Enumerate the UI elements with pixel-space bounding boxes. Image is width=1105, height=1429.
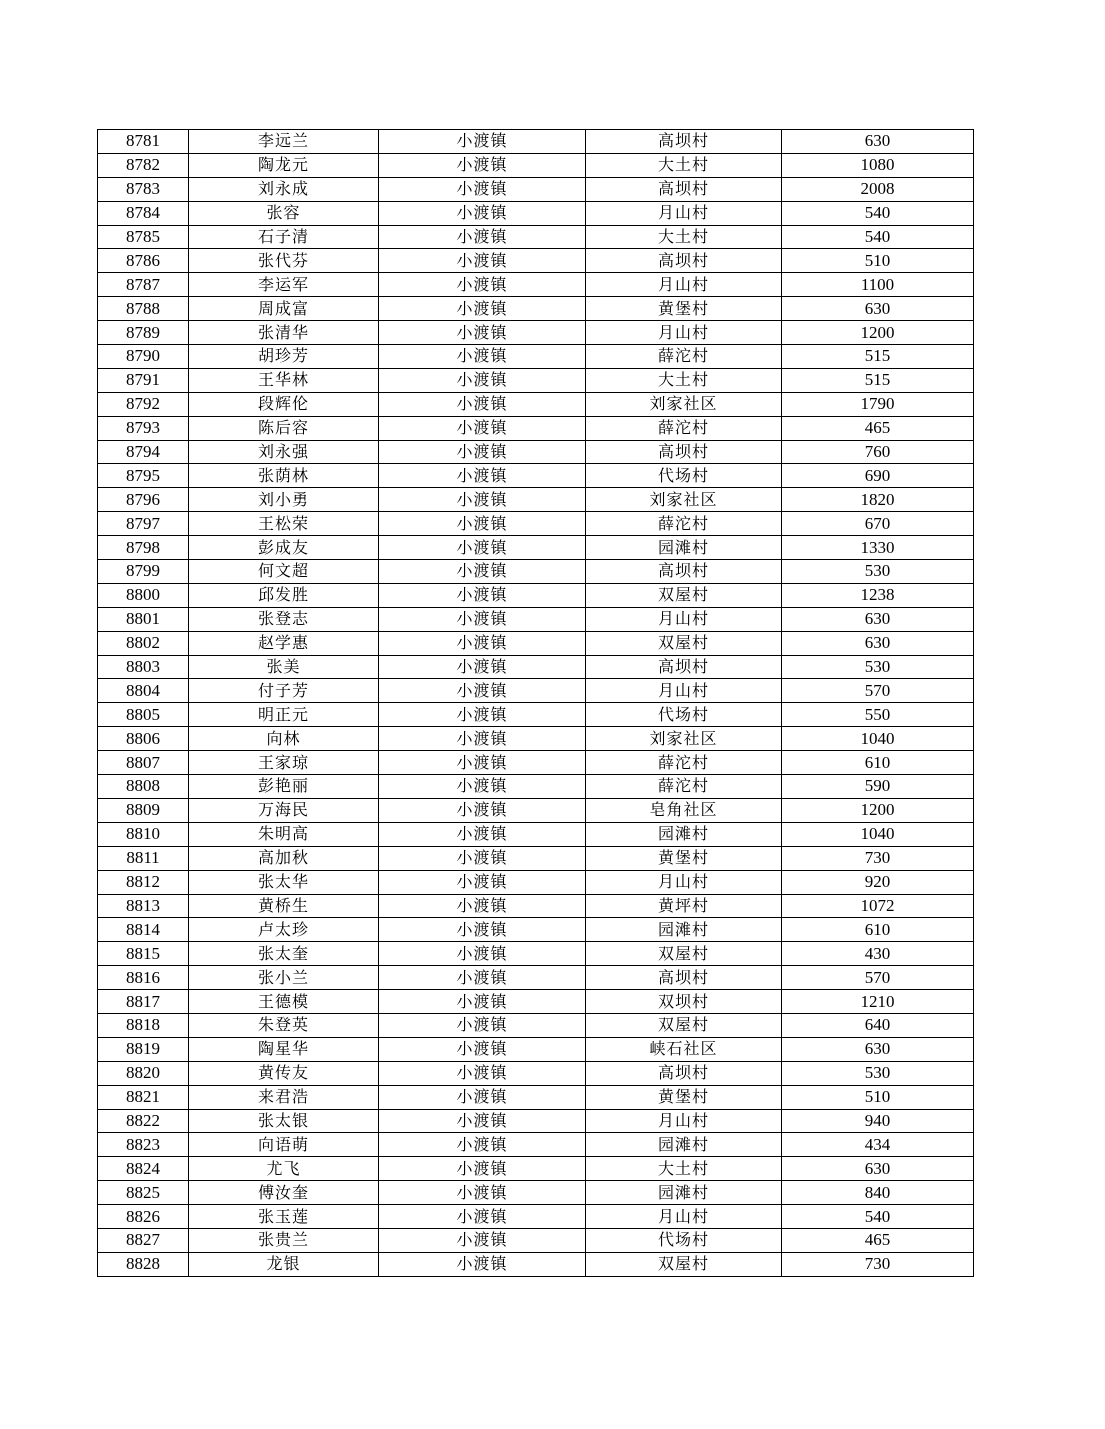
serial-number-cell: 8808 — [98, 775, 189, 799]
table-row — [98, 536, 974, 560]
town-cell: 小渡镇 — [379, 1133, 586, 1157]
serial-number-cell: 8800 — [98, 583, 189, 607]
serial-number-cell: 8794 — [98, 440, 189, 464]
name-cell: 王松荣 — [189, 512, 379, 536]
serial-number-cell: 8826 — [98, 1205, 189, 1229]
town-cell: 小渡镇 — [379, 679, 586, 703]
village-cell: 双屋村 — [586, 583, 782, 607]
amount-cell: 630 — [782, 297, 974, 321]
serial-number-cell: 8801 — [98, 607, 189, 631]
name-cell: 李运军 — [189, 273, 379, 297]
name-cell: 龙银 — [189, 1252, 379, 1276]
name-cell: 张太奎 — [189, 942, 379, 966]
amount-cell: 1330 — [782, 536, 974, 560]
name-cell: 周成富 — [189, 297, 379, 321]
table-row — [98, 1013, 974, 1037]
amount-cell: 590 — [782, 775, 974, 799]
serial-number-cell: 8790 — [98, 345, 189, 369]
name-cell: 赵学惠 — [189, 631, 379, 655]
table-row — [98, 273, 974, 297]
serial-number-cell: 8806 — [98, 727, 189, 751]
name-cell: 刘永成 — [189, 177, 379, 201]
table-row — [98, 440, 974, 464]
amount-cell: 1040 — [782, 822, 974, 846]
serial-number-cell: 8824 — [98, 1157, 189, 1181]
name-cell: 段辉伦 — [189, 392, 379, 416]
village-cell: 高坝村 — [586, 249, 782, 273]
table-row — [98, 1037, 974, 1061]
amount-cell: 630 — [782, 130, 974, 154]
amount-cell: 1072 — [782, 894, 974, 918]
amount-cell: 760 — [782, 440, 974, 464]
table-row — [98, 583, 974, 607]
town-cell: 小渡镇 — [379, 1013, 586, 1037]
town-cell: 小渡镇 — [379, 488, 586, 512]
serial-number-cell: 8791 — [98, 368, 189, 392]
name-cell: 刘永强 — [189, 440, 379, 464]
village-cell: 月山村 — [586, 607, 782, 631]
serial-number-cell: 8805 — [98, 703, 189, 727]
amount-cell: 1790 — [782, 392, 974, 416]
table-row — [98, 703, 974, 727]
name-cell: 彭艳丽 — [189, 775, 379, 799]
town-cell: 小渡镇 — [379, 942, 586, 966]
amount-cell: 510 — [782, 249, 974, 273]
table-row — [98, 655, 974, 679]
name-cell: 陶龙元 — [189, 153, 379, 177]
table-row — [98, 321, 974, 345]
town-cell: 小渡镇 — [379, 1109, 586, 1133]
village-cell: 刘家社区 — [586, 488, 782, 512]
serial-number-cell: 8792 — [98, 392, 189, 416]
name-cell: 王德模 — [189, 990, 379, 1014]
village-cell: 代场村 — [586, 464, 782, 488]
town-cell: 小渡镇 — [379, 607, 586, 631]
village-cell: 月山村 — [586, 870, 782, 894]
table-row — [98, 1085, 974, 1109]
table-row — [98, 345, 974, 369]
serial-number-cell: 8803 — [98, 655, 189, 679]
table-row — [98, 1181, 974, 1205]
table-row — [98, 631, 974, 655]
town-cell: 小渡镇 — [379, 392, 586, 416]
village-cell: 薛沱村 — [586, 751, 782, 775]
name-cell: 王家琼 — [189, 751, 379, 775]
table-row — [98, 130, 974, 154]
serial-number-cell: 8827 — [98, 1228, 189, 1252]
serial-number-cell: 8813 — [98, 894, 189, 918]
village-cell: 皂角社区 — [586, 798, 782, 822]
name-cell: 胡珍芳 — [189, 345, 379, 369]
serial-number-cell: 8784 — [98, 201, 189, 225]
town-cell: 小渡镇 — [379, 1037, 586, 1061]
village-cell: 薛沱村 — [586, 775, 782, 799]
name-cell: 朱明高 — [189, 822, 379, 846]
village-cell: 园滩村 — [586, 918, 782, 942]
town-cell: 小渡镇 — [379, 321, 586, 345]
serial-number-cell: 8822 — [98, 1109, 189, 1133]
name-cell: 陈后容 — [189, 416, 379, 440]
serial-number-cell: 8804 — [98, 679, 189, 703]
village-cell: 薛沱村 — [586, 345, 782, 369]
village-cell: 高坝村 — [586, 560, 782, 584]
village-cell: 高坝村 — [586, 130, 782, 154]
table-row — [98, 560, 974, 584]
village-cell: 大土村 — [586, 153, 782, 177]
serial-number-cell: 8811 — [98, 846, 189, 870]
serial-number-cell: 8823 — [98, 1133, 189, 1157]
amount-cell: 530 — [782, 655, 974, 679]
serial-number-cell: 8816 — [98, 966, 189, 990]
town-cell: 小渡镇 — [379, 273, 586, 297]
town-cell: 小渡镇 — [379, 416, 586, 440]
amount-cell: 570 — [782, 679, 974, 703]
serial-number-cell: 8807 — [98, 751, 189, 775]
table-row — [98, 822, 974, 846]
table-row — [98, 297, 974, 321]
table-row — [98, 1133, 974, 1157]
village-cell: 代场村 — [586, 1228, 782, 1252]
amount-cell: 630 — [782, 1037, 974, 1061]
table-row — [98, 1228, 974, 1252]
name-cell: 张清华 — [189, 321, 379, 345]
name-cell: 傅汝奎 — [189, 1181, 379, 1205]
amount-cell: 670 — [782, 512, 974, 536]
amount-cell: 610 — [782, 918, 974, 942]
village-cell: 高坝村 — [586, 1061, 782, 1085]
table-row — [98, 249, 974, 273]
table-row — [98, 1061, 974, 1085]
town-cell: 小渡镇 — [379, 1181, 586, 1205]
name-cell: 高加秋 — [189, 846, 379, 870]
name-cell: 邱发胜 — [189, 583, 379, 607]
village-cell: 黄堡村 — [586, 846, 782, 870]
name-cell: 张代芬 — [189, 249, 379, 273]
village-cell: 大土村 — [586, 1157, 782, 1181]
amount-cell: 1200 — [782, 798, 974, 822]
table-row — [98, 1157, 974, 1181]
serial-number-cell: 8786 — [98, 249, 189, 273]
town-cell: 小渡镇 — [379, 368, 586, 392]
amount-cell: 840 — [782, 1181, 974, 1205]
town-cell: 小渡镇 — [379, 249, 586, 273]
name-cell: 张玉莲 — [189, 1205, 379, 1229]
table-row — [98, 775, 974, 799]
name-cell: 张小兰 — [189, 966, 379, 990]
serial-number-cell: 8783 — [98, 177, 189, 201]
amount-cell: 540 — [782, 201, 974, 225]
table-row — [98, 918, 974, 942]
town-cell: 小渡镇 — [379, 297, 586, 321]
amount-cell: 540 — [782, 1205, 974, 1229]
records-table-body — [98, 130, 974, 1277]
table-row — [98, 894, 974, 918]
table-row — [98, 153, 974, 177]
amount-cell: 1210 — [782, 990, 974, 1014]
town-cell: 小渡镇 — [379, 177, 586, 201]
name-cell: 黄桥生 — [189, 894, 379, 918]
serial-number-cell: 8825 — [98, 1181, 189, 1205]
serial-number-cell: 8797 — [98, 512, 189, 536]
table-row — [98, 1205, 974, 1229]
village-cell: 双屋村 — [586, 942, 782, 966]
table-row — [98, 416, 974, 440]
amount-cell: 465 — [782, 416, 974, 440]
village-cell: 刘家社区 — [586, 727, 782, 751]
town-cell: 小渡镇 — [379, 1157, 586, 1181]
town-cell: 小渡镇 — [379, 201, 586, 225]
name-cell: 向林 — [189, 727, 379, 751]
village-cell: 大土村 — [586, 368, 782, 392]
amount-cell: 1040 — [782, 727, 974, 751]
serial-number-cell: 8798 — [98, 536, 189, 560]
amount-cell: 940 — [782, 1109, 974, 1133]
amount-cell: 2008 — [782, 177, 974, 201]
town-cell: 小渡镇 — [379, 560, 586, 584]
table-row — [98, 942, 974, 966]
serial-number-cell: 8795 — [98, 464, 189, 488]
town-cell: 小渡镇 — [379, 775, 586, 799]
town-cell: 小渡镇 — [379, 727, 586, 751]
village-cell: 双屋村 — [586, 1013, 782, 1037]
amount-cell: 530 — [782, 1061, 974, 1085]
serial-number-cell: 8796 — [98, 488, 189, 512]
amount-cell: 630 — [782, 607, 974, 631]
serial-number-cell: 8817 — [98, 990, 189, 1014]
amount-cell: 550 — [782, 703, 974, 727]
name-cell: 石子清 — [189, 225, 379, 249]
village-cell: 月山村 — [586, 679, 782, 703]
table-row — [98, 368, 974, 392]
amount-cell: 510 — [782, 1085, 974, 1109]
town-cell: 小渡镇 — [379, 130, 586, 154]
serial-number-cell: 8818 — [98, 1013, 189, 1037]
village-cell: 高坝村 — [586, 440, 782, 464]
amount-cell: 690 — [782, 464, 974, 488]
village-cell: 园滩村 — [586, 822, 782, 846]
table-row — [98, 607, 974, 631]
town-cell: 小渡镇 — [379, 440, 586, 464]
serial-number-cell: 8782 — [98, 153, 189, 177]
name-cell: 陶星华 — [189, 1037, 379, 1061]
table-row — [98, 512, 974, 536]
town-cell: 小渡镇 — [379, 918, 586, 942]
town-cell: 小渡镇 — [379, 655, 586, 679]
serial-number-cell: 8802 — [98, 631, 189, 655]
amount-cell: 730 — [782, 846, 974, 870]
village-cell: 薛沱村 — [586, 512, 782, 536]
village-cell: 峡石社区 — [586, 1037, 782, 1061]
table-row — [98, 679, 974, 703]
town-cell: 小渡镇 — [379, 798, 586, 822]
name-cell: 何文超 — [189, 560, 379, 584]
name-cell: 万海民 — [189, 798, 379, 822]
name-cell: 张容 — [189, 201, 379, 225]
village-cell: 高坝村 — [586, 177, 782, 201]
village-cell: 大土村 — [586, 225, 782, 249]
amount-cell: 1238 — [782, 583, 974, 607]
amount-cell: 515 — [782, 345, 974, 369]
table-row — [98, 488, 974, 512]
serial-number-cell: 8820 — [98, 1061, 189, 1085]
name-cell: 来君浩 — [189, 1085, 379, 1109]
serial-number-cell: 8785 — [98, 225, 189, 249]
table-row — [98, 870, 974, 894]
serial-number-cell: 8787 — [98, 273, 189, 297]
serial-number-cell: 8810 — [98, 822, 189, 846]
town-cell: 小渡镇 — [379, 153, 586, 177]
town-cell: 小渡镇 — [379, 846, 586, 870]
village-cell: 黄坪村 — [586, 894, 782, 918]
village-cell: 月山村 — [586, 1205, 782, 1229]
amount-cell: 630 — [782, 631, 974, 655]
amount-cell: 530 — [782, 560, 974, 584]
town-cell: 小渡镇 — [379, 1252, 586, 1276]
amount-cell: 1080 — [782, 153, 974, 177]
serial-number-cell: 8828 — [98, 1252, 189, 1276]
town-cell: 小渡镇 — [379, 464, 586, 488]
name-cell: 彭成友 — [189, 536, 379, 560]
name-cell: 张贵兰 — [189, 1228, 379, 1252]
town-cell: 小渡镇 — [379, 631, 586, 655]
amount-cell: 610 — [782, 751, 974, 775]
town-cell: 小渡镇 — [379, 894, 586, 918]
village-cell: 黄堡村 — [586, 297, 782, 321]
village-cell: 刘家社区 — [586, 392, 782, 416]
name-cell: 刘小勇 — [189, 488, 379, 512]
village-cell: 园滩村 — [586, 1181, 782, 1205]
serial-number-cell: 8812 — [98, 870, 189, 894]
town-cell: 小渡镇 — [379, 870, 586, 894]
amount-cell: 570 — [782, 966, 974, 990]
serial-number-cell: 8789 — [98, 321, 189, 345]
amount-cell: 920 — [782, 870, 974, 894]
village-cell: 代场村 — [586, 703, 782, 727]
name-cell: 卢太珍 — [189, 918, 379, 942]
village-cell: 双屋村 — [586, 631, 782, 655]
village-cell: 月山村 — [586, 1109, 782, 1133]
table-row — [98, 798, 974, 822]
table-row — [98, 990, 974, 1014]
town-cell: 小渡镇 — [379, 512, 586, 536]
amount-cell: 465 — [782, 1228, 974, 1252]
amount-cell: 1200 — [782, 321, 974, 345]
name-cell: 付子芳 — [189, 679, 379, 703]
table-row — [98, 966, 974, 990]
table-row — [98, 177, 974, 201]
village-cell: 月山村 — [586, 321, 782, 345]
name-cell: 张美 — [189, 655, 379, 679]
table-row — [98, 846, 974, 870]
serial-number-cell: 8788 — [98, 297, 189, 321]
amount-cell: 434 — [782, 1133, 974, 1157]
town-cell: 小渡镇 — [379, 345, 586, 369]
village-cell: 双屋村 — [586, 1252, 782, 1276]
table-row — [98, 392, 974, 416]
serial-number-cell: 8793 — [98, 416, 189, 440]
town-cell: 小渡镇 — [379, 536, 586, 560]
amount-cell: 730 — [782, 1252, 974, 1276]
village-cell: 园滩村 — [586, 536, 782, 560]
town-cell: 小渡镇 — [379, 225, 586, 249]
table-row — [98, 201, 974, 225]
village-cell: 薛沱村 — [586, 416, 782, 440]
town-cell: 小渡镇 — [379, 990, 586, 1014]
village-cell: 双坝村 — [586, 990, 782, 1014]
table-row — [98, 727, 974, 751]
town-cell: 小渡镇 — [379, 703, 586, 727]
serial-number-cell: 8815 — [98, 942, 189, 966]
town-cell: 小渡镇 — [379, 1061, 586, 1085]
serial-number-cell: 8799 — [98, 560, 189, 584]
serial-number-cell: 8781 — [98, 130, 189, 154]
amount-cell: 430 — [782, 942, 974, 966]
name-cell: 向语萌 — [189, 1133, 379, 1157]
table-row — [98, 1252, 974, 1276]
amount-cell: 515 — [782, 368, 974, 392]
town-cell: 小渡镇 — [379, 966, 586, 990]
town-cell: 小渡镇 — [379, 1085, 586, 1109]
town-cell: 小渡镇 — [379, 751, 586, 775]
amount-cell: 540 — [782, 225, 974, 249]
name-cell: 张太银 — [189, 1109, 379, 1133]
town-cell: 小渡镇 — [379, 1205, 586, 1229]
serial-number-cell: 8809 — [98, 798, 189, 822]
serial-number-cell: 8821 — [98, 1085, 189, 1109]
name-cell: 张登志 — [189, 607, 379, 631]
table-row — [98, 751, 974, 775]
name-cell: 朱登英 — [189, 1013, 379, 1037]
town-cell: 小渡镇 — [379, 1228, 586, 1252]
village-cell: 高坝村 — [586, 966, 782, 990]
town-cell: 小渡镇 — [379, 583, 586, 607]
serial-number-cell: 8819 — [98, 1037, 189, 1061]
records-table — [97, 129, 974, 1277]
name-cell: 王华林 — [189, 368, 379, 392]
village-cell: 月山村 — [586, 273, 782, 297]
village-cell: 黄堡村 — [586, 1085, 782, 1109]
name-cell: 明正元 — [189, 703, 379, 727]
amount-cell: 1820 — [782, 488, 974, 512]
village-cell: 园滩村 — [586, 1133, 782, 1157]
table-row — [98, 464, 974, 488]
town-cell: 小渡镇 — [379, 822, 586, 846]
amount-cell: 640 — [782, 1013, 974, 1037]
name-cell: 张荫林 — [189, 464, 379, 488]
name-cell: 李远兰 — [189, 130, 379, 154]
village-cell: 高坝村 — [586, 655, 782, 679]
name-cell: 黄传友 — [189, 1061, 379, 1085]
name-cell: 尤飞 — [189, 1157, 379, 1181]
amount-cell: 1100 — [782, 273, 974, 297]
table-row — [98, 1109, 974, 1133]
name-cell: 张太华 — [189, 870, 379, 894]
table-row — [98, 225, 974, 249]
serial-number-cell: 8814 — [98, 918, 189, 942]
village-cell: 月山村 — [586, 201, 782, 225]
amount-cell: 630 — [782, 1157, 974, 1181]
